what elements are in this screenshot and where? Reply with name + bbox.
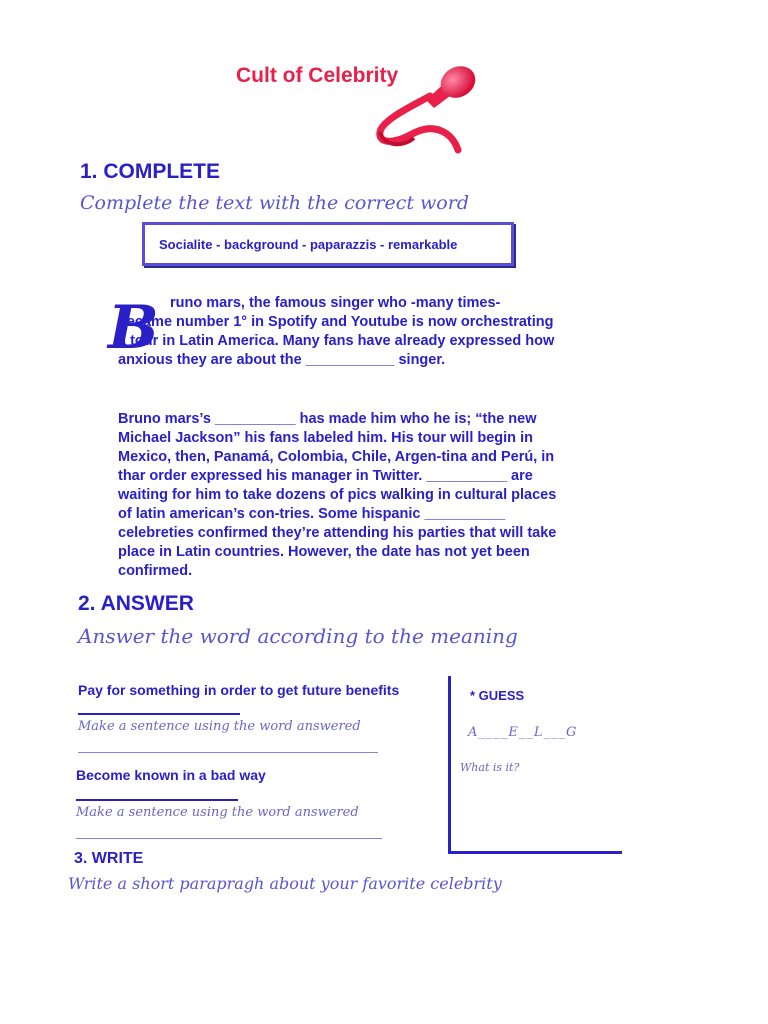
section2-instruction: Answer the word according to the meaning bbox=[78, 624, 518, 648]
story-paragraph-1: runo mars, the famous singer who -many times- became number 1° in Spotify and Youtube is now orchestrating a tour in Latin America. Many fans have already expressed how anxious they are about the ___________ singer. bbox=[118, 295, 555, 368]
word-bank-box bbox=[142, 222, 514, 266]
svg-text:B: B bbox=[108, 296, 159, 354]
guess-box-border-bottom bbox=[448, 851, 622, 854]
sentence-hint-2: Make a sentence using the word answered bbox=[76, 805, 359, 820]
question-1: Pay for something in order to get future benefits bbox=[78, 682, 400, 698]
section2-heading: 2. ANSWER bbox=[78, 592, 194, 615]
guess-pattern: A____E__L___G bbox=[468, 725, 578, 740]
section3-heading: 3. WRITE bbox=[74, 850, 144, 867]
story-paragraph-2: Bruno mars’s __________ has made him who he is; “the new Michael Jackson” his fans labeled him. His tour will begin in Mexico, then, Panamá, Colombia, Chile, Argen-tina and Perú, in thar order expressed his manager in Twitter. __________ are waiting for him to take dozens of pics walking in cultural places of latin american’s con-tries. Some hispanic __________ celebreties confirmed they’re attending his parties that will take place in Latin countries. However, the date has not yet been confirmed. bbox=[118, 411, 557, 579]
sentence-line-2[interactable] bbox=[76, 838, 382, 839]
guess-label: * GUESS bbox=[470, 688, 525, 703]
sentence-hint-1: Make a sentence using the word answered bbox=[78, 719, 361, 734]
word-bank-text: Socialite - background - paparazzis - remarkable bbox=[159, 237, 458, 252]
guess-prompt: What is it? bbox=[460, 761, 520, 774]
answer-line-1[interactable] bbox=[78, 713, 240, 715]
microphone-icon bbox=[372, 62, 482, 158]
guess-box-border-left bbox=[448, 676, 451, 853]
answer-line-2[interactable] bbox=[76, 799, 238, 801]
section3-instruction: Write a short parapragh about your favorite celebrity bbox=[68, 874, 502, 893]
page-title: Cult of Celebrity bbox=[236, 64, 399, 87]
sentence-line-1[interactable] bbox=[78, 752, 378, 753]
section1-instruction: Complete the text with the correct word bbox=[80, 192, 469, 214]
question-2: Become known in a bad way bbox=[76, 767, 266, 783]
section1-heading: 1. COMPLETE bbox=[80, 160, 221, 183]
